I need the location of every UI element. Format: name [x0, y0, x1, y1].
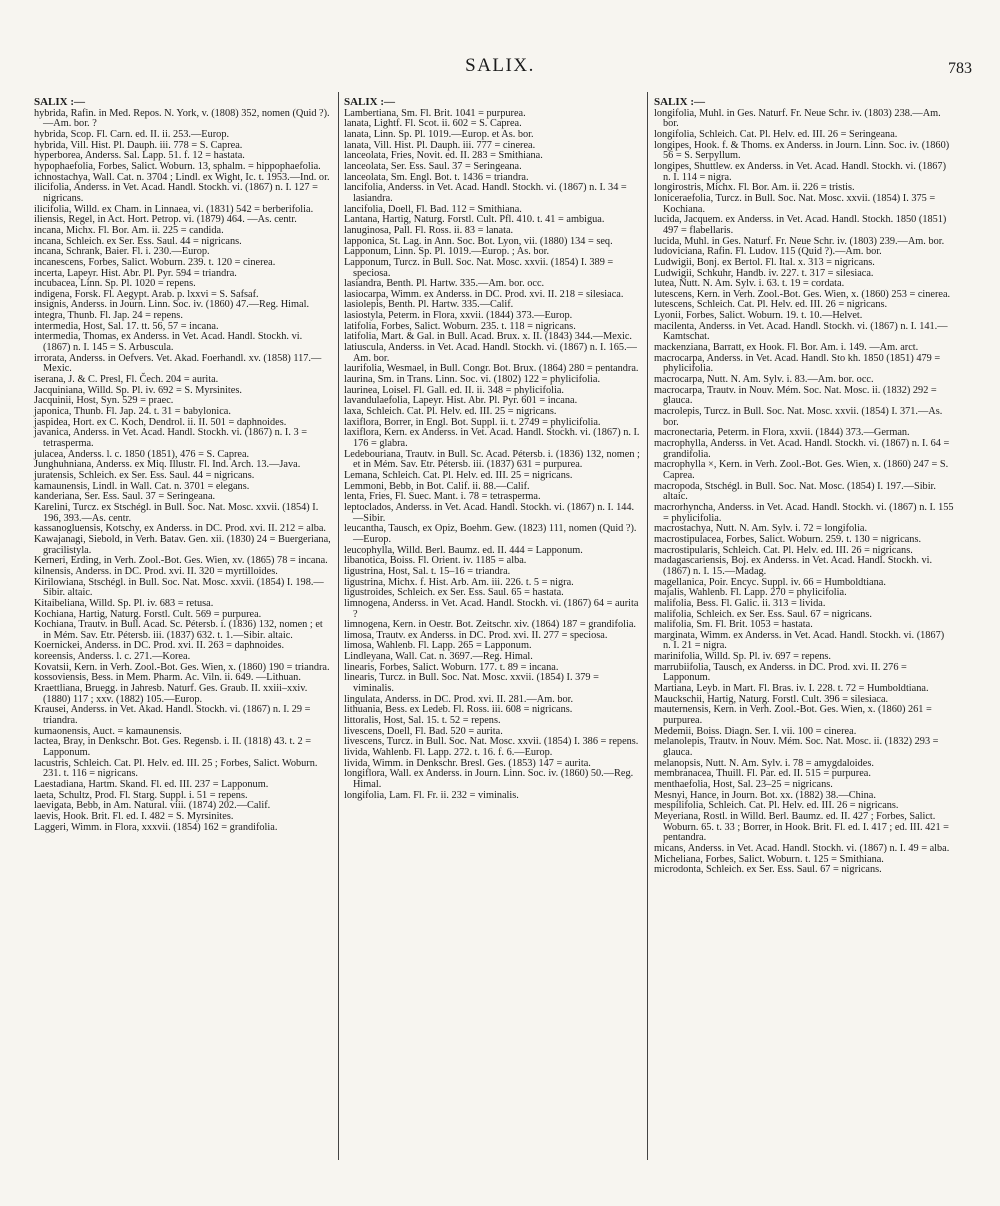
index-entry: lanata, Lightf. Fl. Scot. ii. 602 = S. Caprea. — [344, 118, 522, 130]
index-entry: laxiflora, Kern. ex Anderss. in Vet. Acad. Handl. Stockh. vi. (1867) n. I. 176 = glabra. — [344, 427, 640, 449]
index-entry: hybrida, Vill. Hist. Pl. Dauph. iii. 778 = S. Caprea. — [34, 139, 243, 151]
index-entry: kumaonensis, Auct. = kamaunensis. — [34, 725, 182, 737]
index-entry: longiflora, Wall. ex Anderss. in Journ. Linn. Soc. iv. (1860) 50.—Reg. Himal. — [344, 768, 634, 790]
index-entry: lithuania, Bess. ex Ledeb. Fl. Ross. iii. 608 = nigricans. — [344, 704, 573, 716]
index-entry: iserana, J. & C. Presl, Fl. Čech. 204 = aurita. — [34, 374, 219, 386]
index-entry: Karelini, Turcz. ex Stschégl. in Bull. Soc. Nat. Mosc. xxvii. (1854) I. 196, 393.—As. centr. — [34, 501, 319, 524]
index-entry: macrophylla, Anderss. in Vet. Acad. Handl. Stockh. vi. (1867) n. I. 64 = grandifolia. — [654, 438, 950, 460]
index-entry: lancifolia, Doell, Fl. Bad. 112 = Smithiana. — [344, 203, 522, 215]
index-entry: lingulata, Anderss. in DC. Prod. xvi. II. 281.—Am. bor. — [344, 693, 574, 705]
index-entry: lasiocarpa, Wimm. ex Anderss. in DC. Prod. xvi. II. 218 = silesiaca. — [344, 288, 624, 300]
index-entry: macrorhyncha, Anderss. in Vet. Acad. Handl. Stockh. vi. (1867) n. I. 155 = phylicifolia. — [654, 501, 954, 524]
index-entry: Kirilowiana, Stschégl. in Bull. Soc. Nat. Mosc. xxvii. (1854) I. 198.—Sibir. altaic. — [34, 576, 324, 599]
index-entry: Lapponum, Linn. Sp. Pl. 1019.—Europ. ; As. bor. — [344, 246, 550, 258]
index-entry: Kawajanagi, Siebold, in Verh. Batav. Gen. xii. (1830) 24 = Buergeriana, gracilistyla. — [34, 533, 331, 556]
index-entry: laurinea, Loisel. Fl. Gall. ed. II. ii. 348 = phylicifolia. — [344, 384, 564, 396]
index-entry: madagascariensis, Boj. ex Anderss. in Vet. Acad. Handl. Stockh. vi. (1867) n. I. 15.—Madag. — [654, 555, 933, 577]
index-entry: laurina, Sm. in Trans. Linn. Soc. vi. (1802) 122 = phylicifolia. — [344, 374, 601, 386]
index-entry: malifolia, Bess. Fl. Galic. ii. 313 = livida. — [654, 597, 826, 609]
index-entry: limnogena, Kern. in Oestr. Bot. Zeitschr. xiv. (1864) 187 = grandifolia. — [344, 619, 636, 631]
index-entry: integra, Thunb. Fl. Jap. 24 = repens. — [34, 310, 183, 322]
index-entry: laxa, Schleich. Cat. Pl. Helv. ed. III. 25 = nigricans. — [344, 406, 557, 418]
index-entry: lanata, Linn. Sp. Pl. 1019.—Europ. et As. bor. — [344, 128, 534, 140]
index-entry: melanopsis, Nutt. N. Am. Sylv. i. 78 = amygdaloides. — [654, 757, 874, 769]
index-entry: macrocarpa, Trautv. in Nouv. Mém. Soc. Nat. Mosc. ii. (1832) 292 = glauca. — [654, 384, 937, 407]
index-entry: lenta, Fries, Fl. Suec. Mant. i. 78 = tetrasperma. — [344, 491, 541, 503]
index-entry: Laestadiana, Hartm. Skand. Fl. ed. III. 237 = Lapponum. — [34, 779, 269, 790]
index-entry: Mesnyi, Hance, in Journ. Bot. xx. (1882) 38.—China. — [654, 789, 876, 801]
index-entry: longipes, Shuttlew. ex Anderss. in Vet. Acad. Handl. Stockh. vi. (1867) n. I. 114 = nigra. — [654, 160, 947, 183]
index-entry: limosa, Trautv. ex Anderss. in DC. Prod. xvi. II. 277 = speciosa. — [344, 629, 608, 641]
index-entry: Koernickei, Anderss. in DC. Prod. xvi. II. 263 = daphnoides. — [34, 640, 285, 652]
index-entry: juratensis, Schleich. ex Ser. Ess. Saul. 44 = nigricans. — [34, 469, 255, 481]
index-entry: macrolepis, Turcz. in Bull. Soc. Nat. Mosc. xxvii. (1854) I. 371.—As. bor. — [654, 406, 943, 428]
index-entry: japonica, Thunb. Fl. Jap. 24. t. 31 = babylonica. — [34, 406, 231, 418]
index-entry: Lapponum, Turcz. in Bull. Soc. Nat. Mosc. xxvii. (1854) I. 389 = speciosa. — [344, 256, 614, 279]
index-entry: Jacquinii, Host, Syn. 529 = praec. — [34, 395, 174, 407]
index-entry: lactea, Bray, in Denkschr. Bot. Ges. Regensb. i. II. (1818) 43. t. 2 = Lapponum. — [34, 736, 312, 759]
index-entry: marginata, Wimm. ex Anderss. in Vet. Acad. Handl. Stockh. vi. (1867) n. I. 21 = nigra. — [654, 629, 945, 652]
index-entry: longifolia, Muhl. in Ges. Naturf. Fr. Neue Schr. iv. (1803) 238.—Am. bor. — [654, 107, 941, 130]
index-entry: linearis, Forbes, Salict. Woburn. 177. t. 89 = incana. — [344, 661, 559, 673]
index-entry: longifolia, Lam. Fl. Fr. ii. 232 = viminalis. — [344, 789, 519, 801]
index-entry: Mauckschii, Hartig, Naturg. Forstl. Cult. 396 = silesiaca. — [654, 693, 889, 705]
index-entry: javanica, Anderss. in Vet. Acad. Handl. Stockh. vi. (1867) n. I. 3 = tetrasperma. — [34, 427, 308, 449]
column-heading: SALIX :— — [344, 96, 396, 108]
index-entry: libanotica, Boiss. Fl. Orient. iv. 1185 = alba. — [344, 555, 527, 567]
index-entry: lucida, Jacquem. ex Anderss. in Vet. Acad. Handl. Stockh. 1850 (1851) 497 = flabellaris. — [654, 214, 947, 236]
index-entry: lasiandra, Benth. Pl. Hartw. 335.—Am. bor. occ. — [344, 278, 545, 290]
index-entry: menthaefolia, Host, Sal. 23–25 = nigricans. — [654, 779, 833, 790]
page-number: 783 — [948, 60, 972, 77]
index-entry: incubacea, Linn. Sp. Pl. 1020 = repens. — [34, 278, 196, 290]
index-entry: Martiana, Leyb. in Mart. Fl. Bras. iv. I. 228. t. 72 = Humboldtiana. — [654, 683, 929, 695]
index-entry: lanceolata, Fries, Novit. ed. II. 283 = Smithiana. — [344, 150, 543, 162]
index-entry: livescens, Turcz. in Bull. Soc. Nat. Mosc. xxvii. (1854) I. 386 = repens. — [344, 736, 639, 748]
index-entry: lutescens, Kern. in Verh. Zool.-Bot. Ges. Wien, x. (1860) 253 = cinerea. — [654, 288, 951, 300]
index-entry: macrophylla ×, Kern. in Verh. Zool.-Bot. Ges. Wien, x. (1860) 247 = S. Caprea. — [654, 459, 949, 481]
index-entry: linearis, Turcz. in Bull. Soc. Nat. Mosc. xxvii. (1854) I. 379 = viminalis. — [344, 672, 599, 695]
index-entry: incanescens, Forbes, Salict. Woburn. 239. t. 120 = cinerea. — [34, 256, 276, 268]
index-entry: ilicifolia, Willd. ex Cham. in Linnaea, vi. (1831) 542 = berberifolia. — [34, 203, 314, 215]
column-heading: SALIX :— — [654, 96, 706, 108]
index-entry: macrocarpa, Anderss. in Vet. Acad. Handl. Sto kh. 1850 (1851) 479 = phylicifolia. — [654, 352, 941, 375]
text-column-1 — [34, 97, 331, 833]
index-entry: marinifolia, Willd. Sp. Pl. iv. 697 = repens. — [654, 651, 831, 663]
index-entry: mespilifolia, Schleich. Cat. Pl. Helv. ed. III. 26 = nigricans. — [654, 800, 899, 812]
index-entry: lanuginosa, Pall. Fl. Ross. ii. 83 = lanata. — [344, 224, 514, 236]
index-entry: hypophaefolia, Forbes, Salict. Woburn. 13, sphalm. = hippophaefolia. — [34, 160, 321, 172]
column-divider — [647, 92, 648, 1160]
index-entry: koreensis, Anderss. l. c. 271.—Korea. — [34, 651, 191, 663]
index-entry: Medemii, Boiss. Diagn. Ser. I. vii. 100 = cinerea. — [654, 725, 857, 737]
index-entry: Kraettliana, Bruegg. in Jahresb. Naturf. Ges. Graub. II. xxiii–xxiv. (1880) 117 ; xxv. (1882) 105.—Europ. — [34, 683, 308, 705]
index-entry: membranacea, Thuill. Fl. Par. ed. II. 515 = purpurea. — [654, 768, 871, 780]
index-entry: leucophylla, Willd. Berl. Baumz. ed. II. 444 = Lapponum. — [344, 544, 583, 556]
index-entry: micans, Anderss. in Vet. Acad. Handl. Stockh. vi. (1867) n. I. 49 = alba. — [654, 842, 950, 854]
index-entry: limosa, Wahlenb. Fl. Lapp. 265 = Lapponum. — [344, 640, 532, 652]
index-entry: microdonta, Schleich. ex Ser. Ess. Saul. 67 = nigricans. — [654, 864, 882, 876]
index-entry: kassanogluensis, Kotschy, ex Anderss. in DC. Prod. xvi. II. 212 = alba. — [34, 523, 326, 535]
column-divider — [338, 92, 339, 1160]
index-entry: lutescens, Schleich. Cat. Pl. Helv. ed. III. 26 = nigricans. — [654, 299, 888, 311]
index-entry: macilenta, Anderss. in Vet. Acad. Handl. Stockh. vi. (1867) n. I. 141.—Kamtschat. — [654, 320, 948, 343]
page-title: SALIX. — [465, 55, 535, 76]
index-entry: laevigata, Bebb, in Am. Natural. viii. (1874) 202.—Calif. — [34, 800, 271, 812]
index-entry: Lyonii, Forbes, Salict. Woburn. 19. t. 10.—Helvet. — [654, 310, 863, 322]
index-entry: lucida, Muhl. in Ges. Naturf. Fr. Neue Schr. iv. (1803) 239.—Am. bor. — [654, 235, 945, 247]
index-entry: kanderiana, Ser. Ess. Saul. 37 = Seringeana. — [34, 491, 216, 503]
index-entry: Ludwigii, Schkuhr, Handb. iv. 227. t. 317 = silesiaca. — [654, 267, 874, 279]
index-entry: lanceolata, Ser. Ess. Saul. 37 = Seringeana. — [344, 160, 522, 172]
index-entry: magellanica, Poir. Encyc. Suppl. iv. 66 = Humboldtiana. — [654, 576, 886, 588]
index-entry: latifolia, Forbes, Salict. Woburn. 235. t. 118 = nigricans. — [344, 320, 576, 332]
index-entry: limnogena, Anderss. in Vet. Acad. Handl. Stockh. vi. (1867) 64 = aurita ? — [344, 597, 639, 620]
index-entry: macrocarpa, Nutt. N. Am. Sylv. i. 83.—Am. bor. occ. — [654, 374, 874, 386]
index-entry: lancifolia, Anderss. in Vet. Acad. Handl. Stockh. vi. (1867) n. I. 34 = lasiandra. — [344, 182, 627, 204]
index-entry: Laggeri, Wimm. in Flora, xxxvii. (1854) 162 = grandifolia. — [34, 821, 278, 833]
index-entry: hybrida, Rafin. in Med. Repos. N. York, v. (1808) 352, nomen (Quid ?).—Am. bor. ? — [34, 107, 330, 130]
index-entry: macronectaria, Peterm. in Flora, xxvii. (1844) 373.—German. — [654, 427, 910, 439]
index-entry: livescens, Doell, Fl. Bad. 520 = aurita. — [344, 725, 503, 737]
index-entry: longirostris, Michx. Fl. Bor. Am. ii. 226 = tristis. — [654, 182, 855, 194]
text-column-2 — [344, 97, 641, 801]
text-column-3 — [654, 97, 954, 876]
index-entry: Lantana, Hartig, Naturg. Forstl. Cult. Pfl. 410. t. 41 = ambigua. — [344, 214, 605, 226]
index-entry: laevis, Hook. Brit. Fl. ed. I. 482 = S. Myrsinites. — [34, 810, 234, 822]
index-entry: intermedia, Host, Sal. 17. tt. 56, 57 = incana. — [34, 320, 219, 332]
index-entry: majalis, Wahlenb. Fl. Lapp. 270 = phylicifolia. — [654, 587, 847, 599]
index-entry: leptoclados, Anderss. in Vet. Acad. Handl. Stockh. vi. (1867) n. I. 144.—Sibir. — [344, 501, 635, 524]
index-entry: lasiostyla, Peterm. in Flora, xxvii. (1844) 373.—Europ. — [344, 310, 573, 322]
index-entry: irrorata, Anderss. in Oefvers. Vet. Akad. Foerhandl. xv. (1858) 117.—Mexic. — [34, 352, 322, 375]
index-entry: melanolepis, Trautv. in Nouv. Mém. Soc. Nat. Mosc. ii. (1832) 293 = glauca. — [654, 736, 939, 759]
index-entry: macrostipulacea, Forbes, Salict. Woburn. 259. t. 130 = nigricans. — [654, 533, 922, 545]
index-entry: incerta, Lapeyr. Hist. Abr. Pl. Pyr. 594 = triandra. — [34, 267, 237, 279]
index-entry: littoralis, Host, Sal. 15. t. 52 = repens. — [344, 715, 501, 727]
index-entry: loniceraefolia, Turcz. in Bull. Soc. Nat. Mosc. xxvii. (1854) I. 375 = Kochiana. — [654, 192, 936, 215]
index-entry: Kochiana, Trautv. in Bull. Acad. Sc. Pétersb. i. (1836) 132, nomen ; et in Mém. Sav. Etr. Pétersb. iii. (1837) 632. t. 1.—Sibir. altaic. — [34, 619, 323, 641]
index-entry: macropoda, Stschégl. in Bull. Soc. Nat. Mosc. (1854) I. 197.—Sibir. altaic. — [654, 480, 936, 503]
index-entry: Junghuhniana, Anderss. ex Miq. Illustr. Fl. Ind. Arch. 13.—Java. — [34, 459, 301, 471]
index-entry: hyperborea, Anderss. Sal. Lapp. 51. f. 12 = hastata. — [34, 150, 245, 162]
index-entry: incana, Schleich. ex Ser. Ess. Saul. 44 = nigricans. — [34, 235, 242, 247]
index-entry: latifolia, Mart. & Gal. in Bull. Acad. Brux. x. II. (1843) 344.—Mexic. — [344, 331, 632, 343]
index-entry: lanceolata, Sm. Engl. Bot. t. 1436 = triandra. — [344, 171, 529, 183]
index-entry: marrubiifolia, Tausch, ex Anderss. in DC. Prod. xvi. II. 276 = Lapponum. — [654, 661, 907, 684]
index-entry: Krausei, Anderss. in Vet. Akad. Handl. Stockh. vi. (1867) n. I. 29 = triandra. — [34, 704, 311, 727]
index-entry: malifolia, Schleich. ex Ser. Ess. Saul. 67 = nigricans. — [654, 608, 872, 620]
index-entry: Lindleyana, Wall. Cat. n. 3697.—Reg. Himal. — [344, 651, 533, 663]
index-entry: mauternensis, Kern. in Verh. Zool.-Bot. Ges. Wien, x. (1860) 261 = purpurea. — [654, 704, 932, 727]
index-entry: Meyeriana, Rostl. in Willd. Berl. Baumz. ed. II. 427 ; Forbes, Salict. Woburn. 65. t. 33 ; Borrer, in Hook. Brit. Fl. ed. I. 417 ; ed. III. 421 = pentandra. — [654, 810, 949, 844]
index-entry: longifolia, Schleich. Cat. Pl. Helv. ed. III. 26 = Seringeana. — [654, 128, 898, 140]
index-entry: hybrida, Scop. Fl. Carn. ed. II. ii. 253.—Europ. — [34, 128, 230, 140]
index-entry: indigena, Forsk. Fl. Aegypt. Arab. p. lxxvi = S. Safsaf. — [34, 288, 259, 300]
index-entry: macrostachya, Nutt. N. Am. Sylv. i. 72 = longifolia. — [654, 523, 868, 535]
index-entry: lanata, Vill. Hist. Pl. Dauph. iii. 777 = cinerea. — [344, 139, 536, 151]
index-entry: laxiflora, Borrer, in Engl. Bot. Suppl. ii. t. 2749 = phylicifolia. — [344, 416, 601, 428]
index-entry: ilicifolia, Anderss. in Vet. Acad. Handl. Stockh. vi. (1867) n. I. 127 = nigricans. — [34, 182, 318, 204]
index-entry: Lambertiana, Sm. Fl. Brit. 1041 = purpurea. — [344, 107, 526, 119]
index-entry: malifolia, Sm. Fl. Brit. 1053 = hastata. — [654, 619, 813, 631]
index-entry: kilnensis, Anderss. in DC. Prod. xvi. II. 320 = myrtilloides. — [34, 565, 278, 577]
index-entry: Ludwigii, Bonj. ex Bertol. Fl. Ital. x. 313 = nigricans. — [654, 256, 875, 268]
index-entry: lapponica, St. Lag. in Ann. Soc. Bot. Lyon, vii. (1880) 134 = seq. — [344, 235, 613, 247]
index-entry: ligustroides, Schleich. ex Ser. Ess. Saul. 65 = hastata. — [344, 587, 564, 599]
index-entry: ligustrina, Michx. f. Hist. Arb. Am. iii. 226. t. 5 = nigra. — [344, 576, 574, 588]
index-entry: mackenziana, Barratt, ex Hook. Fl. Bor. Am. i. 149. —Am. arct. — [654, 342, 919, 354]
index-entry: insignis, Anderss. in Journ. Linn. Soc. iv. (1860) 47.—Reg. Himal. — [34, 299, 310, 311]
index-entry: Lemmoni, Bebb, in Bot. Calif. ii. 88.—Calif. — [344, 480, 530, 492]
index-entry: ligustrina, Host, Sal. t. 15–16 = triandra. — [344, 565, 511, 577]
index-entry: lacustris, Schleich. Cat. Pl. Helv. ed. III. 25 ; Forbes, Salict. Woburn. 231. t. 116 = nigricans. — [34, 757, 318, 780]
index-entry: livida, Wahlenb. Fl. Lapp. 272. t. 16. f. 6.—Europ. — [344, 747, 553, 759]
index-entry: julacea, Anderss. l. c. 1850 (1851), 476 = S. Caprea. — [34, 448, 250, 460]
index-entry: kossoviensis, Bess. in Mem. Pharm. Ac. Viln. ii. 649. —Lithuan. — [34, 672, 301, 684]
index-entry: Kitaibeliana, Willd. Sp. Pl. iv. 683 = retusa. — [34, 597, 214, 609]
index-entry: longipes, Hook. f. & Thoms. ex Anderss. in Journ. Linn. Soc. iv. (1860) 56 = S. Serpyllum. — [654, 139, 950, 162]
index-entry: ichnostachya, Wall. Cat. n. 3704 ; Lindl. ex Wight, Ic. t. 1953.—Ind. or. — [34, 171, 330, 183]
index-entry: laurifolia, Wesmael, in Bull. Congr. Bot. Brux. (1864) 280 = pentandra. — [344, 363, 639, 375]
index-entry: livida, Wimm. in Denkschr. Bresl. Ges. (1853) 147 = aurita. — [344, 757, 591, 769]
index-entry: Lemana, Schleich. Cat. Pl. Helv. ed. III. 25 = nigricans. — [344, 469, 573, 481]
index-entry: Jacquiniana, Willd. Sp. Pl. iv. 692 = S. Myrsinites. — [34, 384, 242, 396]
index-entry: laeta, Schultz, Prod. Fl. Starg. Suppl. i. 51 = repens. — [34, 789, 248, 801]
column-heading: SALIX :— — [34, 96, 86, 108]
index-entry: lasiolepis, Benth. Pl. Hartw. 335.—Calif. — [344, 299, 514, 311]
index-entry: latiuscula, Anderss. in Vet. Acad. Handl. Stockh. vi. (1867) n. I. 165.—Am. bor. — [344, 342, 637, 364]
index-entry: Kovatsii, Kern. in Verh. Zool.-Bot. Ges. Wien, x. (1860) 190 = triandra. — [34, 661, 330, 673]
index-entry: leucantha, Tausch, ex Opiz, Boehm. Gew. (1823) 111, nomen (Quid ?).—Europ. — [344, 523, 637, 545]
index-entry: kamaunensis, Lindl. in Wall. Cat. n. 3701 = elegans. — [34, 480, 250, 492]
index-entry: jaspidea, Hort. ex C. Koch, Dendrol. ii. II. 501 = daphnoides. — [34, 416, 287, 428]
index-entry: ludoviciana, Rafin. Fl. Ludov. 115 (Quid ?).—Am. bor. — [654, 246, 882, 258]
index-entry: macrostipularis, Schleich. Cat. Pl. Helv. ed. III. 26 = nigricans. — [654, 544, 913, 556]
index-entry: intermedia, Thomas, ex Anderss. in Vet. Acad. Handl. Stockh. vi. (1867) n. I. 145 = S. Arbuscula. — [34, 331, 303, 354]
index-entry: incana, Michx. Fl. Bor. Am. ii. 225 = candida. — [34, 224, 224, 236]
index-entry: incana, Schrank, Baier. Fl. i. 230.—Europ. — [34, 246, 210, 258]
index-entry: lavandulaefolia, Lapeyr. Hist. Abr. Pl. Pyr. 601 = incana. — [344, 395, 578, 407]
index-entry: Ledebouriana, Trautv. in Bull. Sc. Acad. Pétersb. i. (1836) 132, nomen ; et in Mém. Sav. Etr. Pétersb. iii. (1837) 631 = purpurea. — [344, 448, 640, 471]
index-entry: lutea, Nutt. N. Am. Sylv. i. 63. t. 19 = cordata. — [654, 278, 845, 290]
index-entry: Kochiana, Hartig, Naturg. Forstl. Cult. 569 = purpurea. — [34, 608, 262, 620]
index-entry: iliensis, Regel, in Act. Hort. Petrop. vi. (1879) 464. —As. centr. — [34, 214, 297, 226]
index-entry: Micheliana, Forbes, Salict. Woburn. t. 125 = Smithiana. — [654, 853, 884, 865]
index-entry: Kerneri, Erding, in Verh. Zool.-Bot. Ges. Wien, xv. (1865) 78 = incana. — [34, 555, 328, 567]
